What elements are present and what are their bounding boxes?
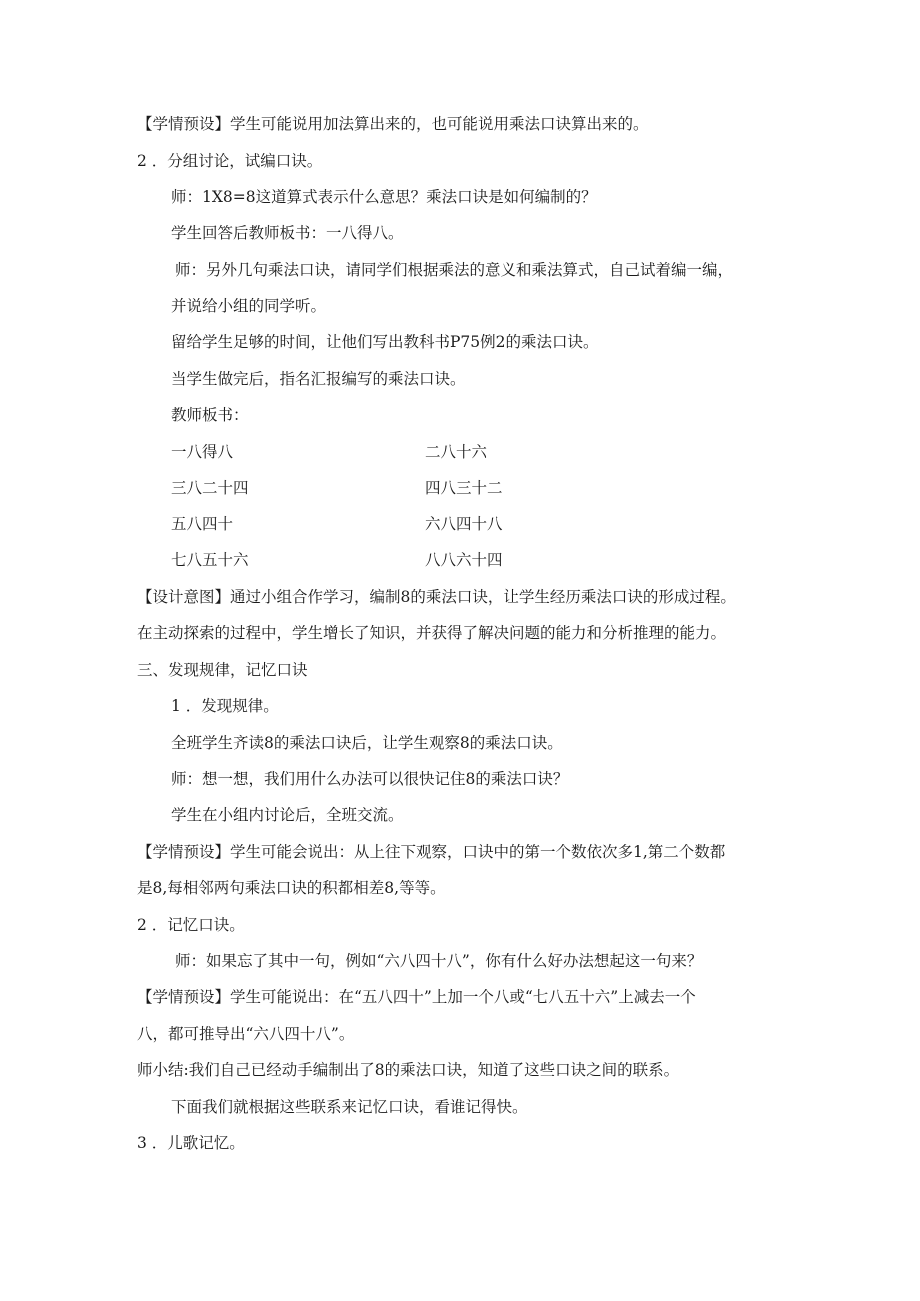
rhyme-cell: 五八四十 [171, 515, 234, 533]
paragraph-design-intent-cont: 在主动探索的过程中，学生增长了知识，并获得了解决问题的能力和分析推理的能力。 [137, 624, 727, 642]
paragraph-discuss: 学生在小组内讨论后，全班交流。 [171, 806, 404, 824]
heading-rhyme-memory: 3 ．儿歌记忆。 [137, 1134, 245, 1152]
paragraph-design-intent: 【设计意图】通过小组合作学习，编制8的乘法口诀，让学生经历乘法口诀的形成过程。 [137, 588, 736, 606]
heading-group-discussion: 2 ．分组讨论，试编口诀。 [137, 152, 323, 170]
rhyme-cell: 一八得八 [171, 443, 234, 461]
paragraph-teacher-instruction-cont: 并说给小组的同学听。 [171, 297, 327, 315]
rhyme-cell: 六八四十八 [425, 515, 503, 533]
rhyme-cell: 二八十六 [425, 443, 488, 461]
heading-find-pattern: 1 ．发现规律。 [171, 697, 279, 715]
paragraph-xueqing-3: 【学情预设】学生可能说出：在“五八四十”上加一个八或“七八五十六”上减去一个 [137, 988, 696, 1006]
paragraph-xueqing-1: 【学情预设】学生可能说用加法算出来的，也可能说用乘法口诀算出来的。 [137, 115, 649, 133]
paragraph-teacher-instruction: 师：另外几句乘法口诀，请同学们根据乘法的意义和乘法算式，自己试着编一编， [175, 261, 734, 279]
paragraph-xueqing-2-cont: 是8,每相邻两句乘法口诀的积都相差8,等等。 [137, 879, 446, 897]
paragraph-teacher-think: 师：想一想，我们用什么办法可以很快记住8的乘法口诀？ [171, 770, 569, 788]
paragraph-board-label: 教师板书： [171, 406, 249, 424]
heading-section-three: 三、发现规律，记忆口诀 [137, 661, 308, 679]
heading-memorize: 2 ．记忆口诀。 [137, 916, 245, 934]
paragraph-read-aloud: 全班学生齐读8的乘法口诀后，让学生观察8的乘法口诀。 [171, 734, 563, 752]
paragraph-summary-cont: 下面我们就根据这些联系来记忆口诀，看谁记得快。 [171, 1098, 528, 1116]
paragraph-xueqing-3-cont: 八，都可推导出“六八四十八”。 [137, 1025, 355, 1043]
paragraph-time: 留给学生足够的时间，让他们写出教科书P75例2的乘法口诀。 [171, 333, 599, 351]
rhyme-cell: 八八六十四 [425, 551, 503, 569]
rhyme-cell: 四八三十二 [425, 479, 503, 497]
paragraph-teacher-question: 师：1X8=8这道算式表示什么意思？乘法口诀是如何编制的？ [171, 188, 597, 206]
rhyme-cell: 七八五十六 [171, 551, 249, 569]
rhyme-cell: 三八二十四 [171, 479, 249, 497]
paragraph-xueqing-2: 【学情预设】学生可能会说出：从上往下观察，口诀中的第一个数依次多1,第二个数都 [137, 843, 726, 861]
paragraph-board-1: 学生回答后教师板书：一八得八。 [171, 224, 404, 242]
paragraph-teacher-forget: 师：如果忘了其中一句，例如“六八四十八”，你有什么好办法想起这一句来？ [175, 952, 703, 970]
paragraph-summary: 师小结:我们自己已经动手编制出了8的乘法口诀，知道了这些口诀之间的联系。 [137, 1061, 680, 1079]
paragraph-report: 当学生做完后，指名汇报编写的乘法口诀。 [171, 370, 466, 388]
